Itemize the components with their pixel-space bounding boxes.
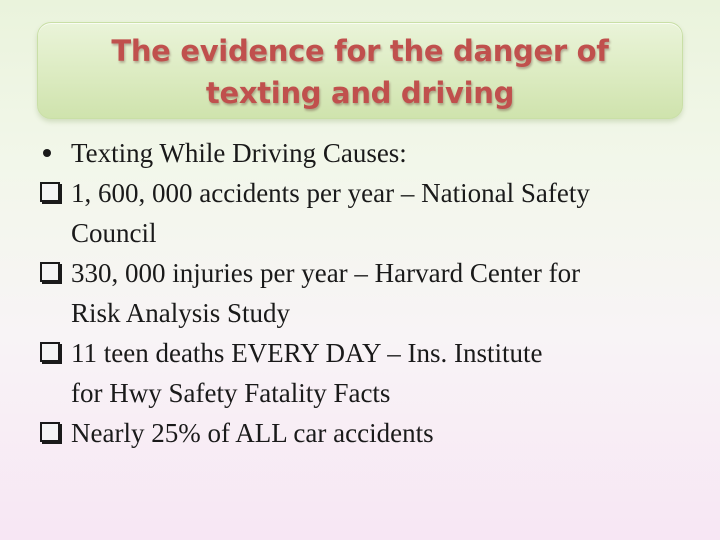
slide-title-line-2: texting and driving [205,76,515,110]
list-item-continuation [40,213,700,253]
list-item [40,173,700,213]
bullet-heading-text: Texting While Driving Causes: [71,138,407,168]
list-item [40,333,700,373]
list-item-text: 11 teen deaths EVERY DAY – Ins. Institute [71,338,543,368]
list-item-continuation [40,373,700,413]
list-item-text: for Hwy Safety Fatality Facts [71,378,391,408]
slide-title [37,30,683,114]
list-item [40,413,700,453]
list-item-text: 330, 000 injuries per year – Harvard Center for [71,258,581,288]
bullet-heading [40,133,700,173]
slide-title-line-1: The evidence for the danger of [111,34,609,68]
list-item-continuation [40,293,700,333]
list-item-text: Nearly 25% of ALL car accidents [71,418,434,448]
list-item-text: 1, 600, 000 accidents per year – National Safety [71,178,590,208]
list-item-text: Council [71,218,157,248]
list-item [40,253,700,293]
slide-body [40,133,700,453]
list-item-text: Risk Analysis Study [71,298,291,328]
